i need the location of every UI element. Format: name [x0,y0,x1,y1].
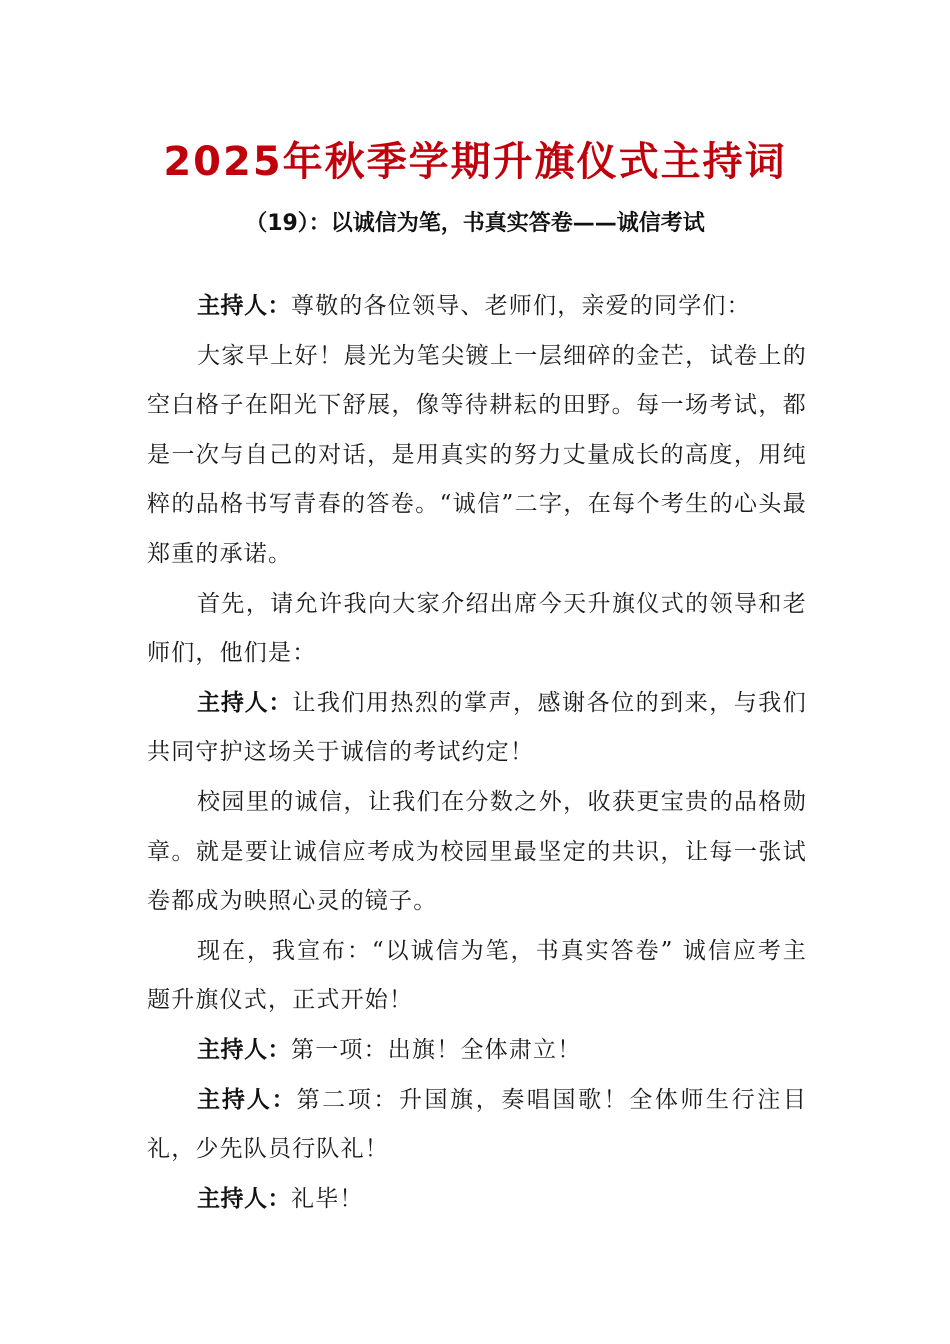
paragraph-text: 首先，请允许我向大家介绍出席今天升旗仪式的领导和老师们，他们是： [147,590,807,667]
document-title: 2025年秋季学期升旗仪式主持词 [163,139,787,185]
paragraph [147,332,807,580]
document-subtitle: （19）：以诚信为笔，书真实答卷——诚信考试 [245,211,705,236]
paragraph [147,580,807,679]
paragraph-text: 校园里的诚信，让我们在分数之外，收获更宝贵的品格勋章。就是要让诚信应考成为校园里最坚定的共识，让每一张试卷都成为映照心灵的镜子。 [147,788,807,915]
paragraph [147,778,807,927]
paragraph [147,927,807,1026]
document-body [147,282,807,1224]
paragraph [147,679,807,778]
paragraph-text: 现在，我宣布：“以诚信为笔，书真实答卷” 诚信应考主题升旗仪式，正式开始！ [147,937,807,1014]
paragraph-text: 第二项：升国旗，奏唱国歌！全体师生行注目礼，少先队员行队礼！ [147,1086,808,1163]
speaker-label: 主持人： [197,1086,297,1113]
paragraph-text: 礼毕！ [291,1185,364,1212]
paragraph-text: 让我们用热烈的掌声，感谢各位的到来，与我们共同守护这场关于诚信的考试约定！ [147,689,808,766]
paragraph [147,1026,807,1076]
speaker-label: 主持人： [197,293,291,319]
speaker-label: 主持人： [197,1036,291,1063]
paragraph-text: 大家早上好！晨光为笔尖镀上一层细碎的金芒，试卷上的空白格子在阳光下舒展，像等待耕耘的田野。每一场考试，都是一次与自己的对话，是用真实的努力丈量成长的高度，用纯粹的品格书写青春的答卷。“诚信”二字，在每个考生的心头最郑重的承诺。 [147,342,807,567]
paragraph-text: 第一项：出旗！全体肃立！ [291,1036,582,1063]
paragraph [147,1175,807,1225]
paragraph-text: 尊敬的各位领导、老师们，亲爱的同学们： [291,293,751,319]
speaker-label: 主持人： [197,1185,291,1212]
paragraph [147,282,807,332]
paragraph [147,1076,807,1175]
speaker-label: 主持人： [197,689,293,716]
